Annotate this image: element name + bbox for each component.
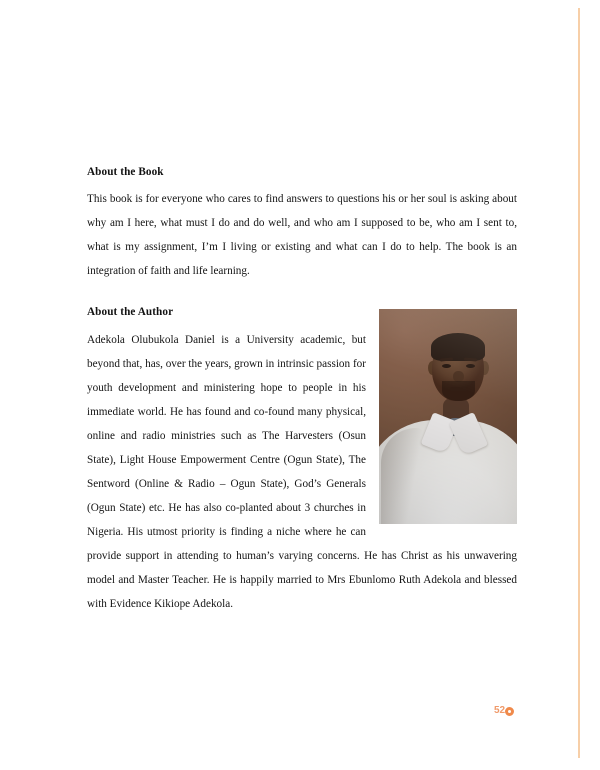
circle-ornament-icon [505,707,514,716]
author-portrait-photo [379,309,517,524]
about-the-author-paragraph: Adekola Olubukola Daniel is a University academic, but beyond that, has, over the years, grown in intrinsic passion for youth development and ministering hope to people in his immediate world. He has found and co-found many physical, online and radio ministries such as The Harvesters (Osun State), Light House Empowerment Centre (Ogun State), The Sentword (Online & Radio – Ogun State), God’s Generals (Ogun State) etc. He has also co-planted about 3 churches in Nigeria. His utmost priority is finding a niche where he can provide support in attending to human’s varying concerns. He has Christ as his unwavering model and Master Teacher. He is happily married to Mrs Ebunlomo Ruth Adekola and blessed with Evidence Kikiope Adekola. [87,333,517,610]
page-footer [0,706,600,732]
portrait-lighting-overlay [379,309,517,524]
about-the-author-heading: About the Author [87,306,174,319]
author-portrait-figure [379,309,517,524]
page-number-group [494,706,514,716]
section-about-the-book [87,166,517,283]
page-content-column [87,166,517,616]
page-number: 52 [494,705,506,716]
section-about-the-author [87,306,517,615]
about-the-book-paragraph: This book is for everyone who cares to find answers to questions his or her soul is asking about why am I here, what must I do and do well, and who am I supposed to be, who am I sent to, what is my assignment, I’m I living or existing and what can I do to help. The book is an integration of faith and life learning. [87,193,517,278]
about-the-book-heading: About the Book [87,166,164,178]
right-edge-decorative-rule [578,8,580,758]
